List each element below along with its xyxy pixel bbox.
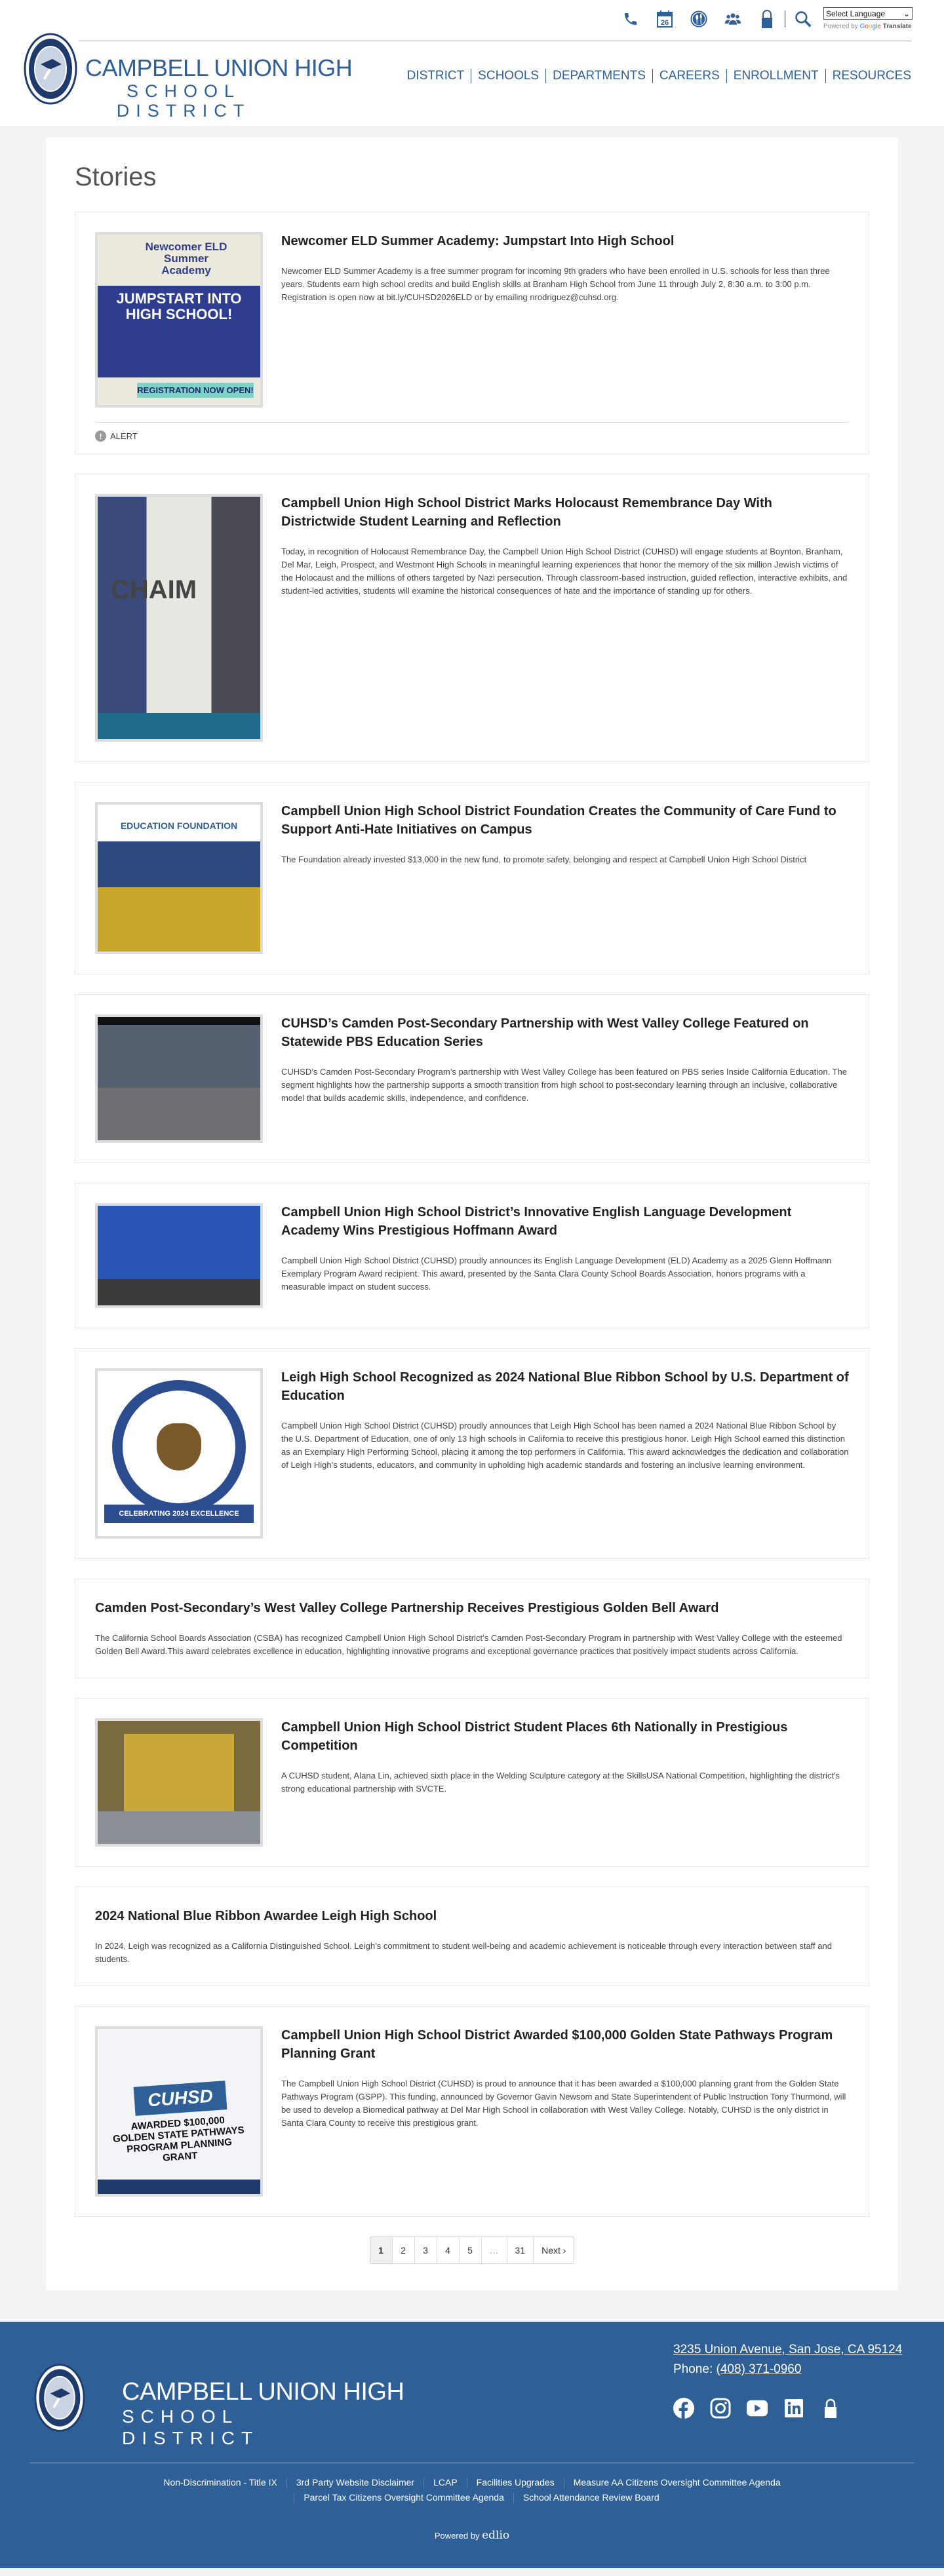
- facebook-icon[interactable]: [673, 2398, 694, 2419]
- story-title-link[interactable]: Campbell Union High School District Marks Holocaust Remembrance Day With Districtwide Student Learning and Reflection: [281, 496, 772, 529]
- story-image[interactable]: Newcomer ELD Summer Academy JUMPSTART INTO HIGH SCHOOL! REGISTRATION NOW OPEN!: [95, 232, 263, 408]
- people-icon[interactable]: [724, 9, 741, 29]
- story-title-link[interactable]: Campbell Union High School District Awarded $100,000 Golden State Pathways Program Planning Grant: [281, 2028, 833, 2061]
- calendar-icon[interactable]: [656, 9, 673, 29]
- nav-separator: [726, 69, 727, 83]
- alert-icon: !: [95, 431, 106, 442]
- language-select[interactable]: Select Language ⌄: [823, 7, 913, 20]
- story-summary: The Foundation already invested $13,000 in the new fund, to promote safety, belonging and respect at Campbell Union High School District: [281, 855, 807, 864]
- story-title-link[interactable]: Campbell Union High School District’s Innovative English Language Development Academy Wins Prestigious Hoffmann Award: [281, 1205, 792, 1238]
- nav-departments[interactable]: DEPARTMENTS: [553, 69, 646, 83]
- story-title-link[interactable]: CUHSD’s Camden Post-Secondary Partnership with West Valley College Featured on Statewide PBS Education Series: [281, 1016, 809, 1049]
- linkedin-icon[interactable]: [783, 2398, 804, 2419]
- story-title-link[interactable]: Leigh High School Recognized as 2024 National Blue Ribbon School by U.S. Department of Education: [281, 1370, 849, 1403]
- story-title-link[interactable]: Newcomer ELD Summer Academy: Jumpstart Into High School: [281, 234, 675, 248]
- story-title-link[interactable]: Campbell Union High School District Student Places 6th Nationally in Prestigious Competition: [281, 1720, 788, 1753]
- story-card: [75, 994, 869, 1163]
- lock-icon[interactable]: [820, 2398, 841, 2419]
- footer-contact: 3235 Union Avenue, San Jose, CA 95124 Phone: (408) 371-0960: [673, 2343, 903, 2376]
- powered-by-edlio[interactable]: Powered by edlio: [434, 2529, 510, 2542]
- nav-district[interactable]: DISTRICT: [406, 69, 465, 83]
- story-title-link[interactable]: 2024 National Blue Ribbon Awardee Leigh High School: [95, 1909, 437, 1923]
- footer-link-disclaimer[interactable]: 3rd Party Website Disclaimer: [296, 2477, 415, 2488]
- story-summary: Today, in recognition of Holocaust Remembrance Day, the Campbell Union High School District (CUHSD) will engage students at Boynton, Branham, Del Mar, Leigh, Prospect, and Westmont High Schools in meaningful learning experiences that honor the memory of the six million Jewish victims of the Holocaust and the millions of others targeted by Nazi persecution. Through classroom-based instruction, guided reflection, interactive exhibits, and student-led activities, students will examine the historical consequences of hate and the importance of standing up for others.: [281, 547, 848, 596]
- story-card: [75, 1698, 869, 1867]
- story-image[interactable]: [95, 1718, 263, 1847]
- youtube-icon[interactable]: [747, 2398, 768, 2419]
- story-summary: A CUHSD student, Alana Lin, achieved sixth place in the Welding Sculpture category at the SkillsUSA National Competition, highlighting the district's strong educational partnership with SVCTE.: [281, 1771, 840, 1794]
- story-summary: The Campbell Union High School District (CUHSD) is proud to announce that it has been awarded a $100,000 planning grant from the Golden State Pathways Program (GSPP). This funding, announced by Governor Gavin Newsom and State Superintendent of Public Instruction Tony Thurmond, will be used to develop a Biomedical pathway at Del Mar High School in collaboration with West Valley College. Notably, CUHSD is the only district in Santa Clara County to receive this prestigious grant.: [281, 2079, 846, 2128]
- story-image[interactable]: CHAIM: [95, 494, 263, 742]
- district-seal-logo[interactable]: [24, 33, 77, 105]
- nav-separator: [545, 69, 546, 83]
- search-icon[interactable]: [795, 9, 812, 29]
- powered-by-google: Powered by Google Translate: [823, 23, 912, 30]
- link-separator: [513, 2493, 514, 2503]
- link-separator: [286, 2478, 287, 2488]
- nav-schools[interactable]: SCHOOLS: [478, 69, 540, 83]
- page-3-button[interactable]: 3: [415, 2237, 437, 2263]
- nav-resources[interactable]: RESOURCES: [832, 69, 911, 83]
- nav-separator: [825, 69, 826, 83]
- story-title-link[interactable]: Camden Post-Secondary’s West Valley College Partnership Receives Prestigious Golden Bell Award: [95, 1601, 719, 1615]
- svg-text:26: 26: [660, 19, 669, 27]
- page-5-button[interactable]: 5: [460, 2237, 482, 2263]
- story-card: [75, 1887, 869, 1986]
- district-name[interactable]: CAMPBELL UNION HIGH SCHOOL DISTRICT: [85, 54, 353, 121]
- page-ellipsis: …: [482, 2237, 507, 2263]
- footer-link-facilities[interactable]: Facilities Upgrades: [476, 2477, 555, 2488]
- chevron-down-icon: ⌄: [903, 9, 910, 18]
- alert-tag[interactable]: ! ALERT: [95, 423, 849, 442]
- utility-bar: [622, 5, 913, 30]
- footer-link-lcap[interactable]: LCAP: [433, 2477, 458, 2488]
- footer-seal-logo[interactable]: [34, 2362, 85, 2433]
- instagram-icon[interactable]: [710, 2398, 731, 2419]
- story-title-link[interactable]: Campbell Union High School District Foundation Creates the Community of Care Fund to Support Anti-Hate Initiatives on Campus: [281, 804, 836, 837]
- story-card: [75, 2006, 869, 2217]
- story-image[interactable]: [95, 1203, 263, 1308]
- story-card: [75, 212, 869, 454]
- page-title: Stories: [75, 163, 157, 191]
- edlio-logo: edlio: [482, 2529, 510, 2542]
- lock-icon[interactable]: [758, 9, 776, 29]
- address-link[interactable]: 3235 Union Avenue, San Jose, CA 95124: [673, 2343, 903, 2356]
- story-summary: Campbell Union High School District (CUHSD) proudly announces its English Language Development (ELD) Academy as a 2025 Glenn Hoffmann Exemplary Program Award recipient. This award, presented by the Santa Clara County School Boards Association, honors programs with a measurable impact on student success.: [281, 1256, 832, 1292]
- page-31-button[interactable]: 31: [507, 2237, 534, 2263]
- link-separator: [423, 2478, 424, 2488]
- phone-icon[interactable]: [622, 9, 639, 29]
- next-page-button[interactable]: Next ›: [534, 2237, 574, 2263]
- page-4-button[interactable]: 4: [437, 2237, 460, 2263]
- nav-enrollment[interactable]: ENROLLMENT: [733, 69, 819, 83]
- story-image[interactable]: CUHSD AWARDED $100,000 GOLDEN STATE PATHWAYS PROGRAM PLANNING GRANT: [95, 2026, 263, 2197]
- site-header: [0, 0, 944, 126]
- story-image[interactable]: EDUCATION FOUNDATION: [95, 802, 263, 954]
- story-summary: In 2024, Leigh was recognized as a California Distinguished School. Leigh’s commitment to student well-being and academic achievement is noticeable through every interaction between staff and students.: [95, 1941, 832, 1964]
- phone-link[interactable]: (408) 371-0960: [716, 2362, 802, 2376]
- nav-separator: [652, 69, 653, 83]
- story-image[interactable]: [95, 1014, 263, 1143]
- social-links: [673, 2398, 841, 2419]
- footer-link-sarb[interactable]: School Attendance Review Board: [522, 2492, 659, 2503]
- google-translate: [823, 7, 913, 30]
- footer-link-title-ix[interactable]: Non-Discrimination - Title IX: [163, 2477, 277, 2488]
- nav-careers[interactable]: CAREERS: [659, 69, 720, 83]
- story-summary: Campbell Union High School District (CUHSD) proudly announces that Leigh High School has been named a 2024 National Blue Ribbon School by the U.S. Department of Education, one of only 13 high schools in California to receive this prestigious honor. Leigh High School earned this distinction as an Exemplary High Performing School, placing it among the top performers in California. This award acknowledges the dedication and collaboration of Leigh High’s students, educators, and community in upholding high academic standards and fostering an inclusive learning environment.: [281, 1421, 849, 1470]
- story-summary: Newcomer ELD Summer Academy is a free summer program for incoming 9th graders who have been enrolled in U.S. schools for less than three years. Students earn high school credits and build English skills at Branham High School from June 11 through July 2, 8:30 a.m. to 3:00 p.m. Registration is open now at bit.ly/CUHSD2026ELD or by emailing nrodriguez@cuhsd.org.: [281, 266, 830, 302]
- footer-links: [0, 2463, 944, 2505]
- story-card: [75, 782, 869, 974]
- stories-content: [46, 138, 898, 2290]
- story-image[interactable]: CELEBRATING 2024 EXCELLENCE: [95, 1368, 263, 1539]
- site-footer: [0, 2322, 944, 2568]
- story-card: [75, 1348, 869, 1559]
- story-card: [75, 474, 869, 762]
- story-card: [75, 1579, 869, 1678]
- story-card: [75, 1183, 869, 1328]
- pagination: [75, 2237, 869, 2264]
- footer-district-name[interactable]: CAMPBELL UNION HIGH SCHOOL DISTRICT: [122, 2378, 404, 2448]
- footer-link-parcel-tax[interactable]: Parcel Tax Citizens Oversight Committee Agenda: [304, 2492, 504, 2503]
- story-summary: CUHSD’s Camden Post-Secondary Program’s partnership with West Valley College has been featured on PBS series Inside California Education. The segment highlights how the partnership supports a smooth transition from high school to post-secondary learning through an inclusive, collaborative model that builds academic skills, independence, and confidence.: [281, 1067, 848, 1103]
- dining-icon[interactable]: [690, 9, 707, 29]
- page-1-button[interactable]: 1: [370, 2237, 393, 2263]
- story-summary: The California School Boards Association (CSBA) has recognized Campbell Union High School District’s Camden Post-Secondary Program in partnership with West Valley College with the esteemed Golden Bell Award.This award celebrates excellence in education, highlighting innovative programs and exceptional governance practices that positively impact students across California.: [95, 1633, 842, 1656]
- footer-link-measure-aa[interactable]: Measure AA Citizens Oversight Committee Agenda: [573, 2477, 781, 2488]
- page-2-button[interactable]: 2: [393, 2237, 415, 2263]
- main-navigation: [407, 69, 911, 83]
